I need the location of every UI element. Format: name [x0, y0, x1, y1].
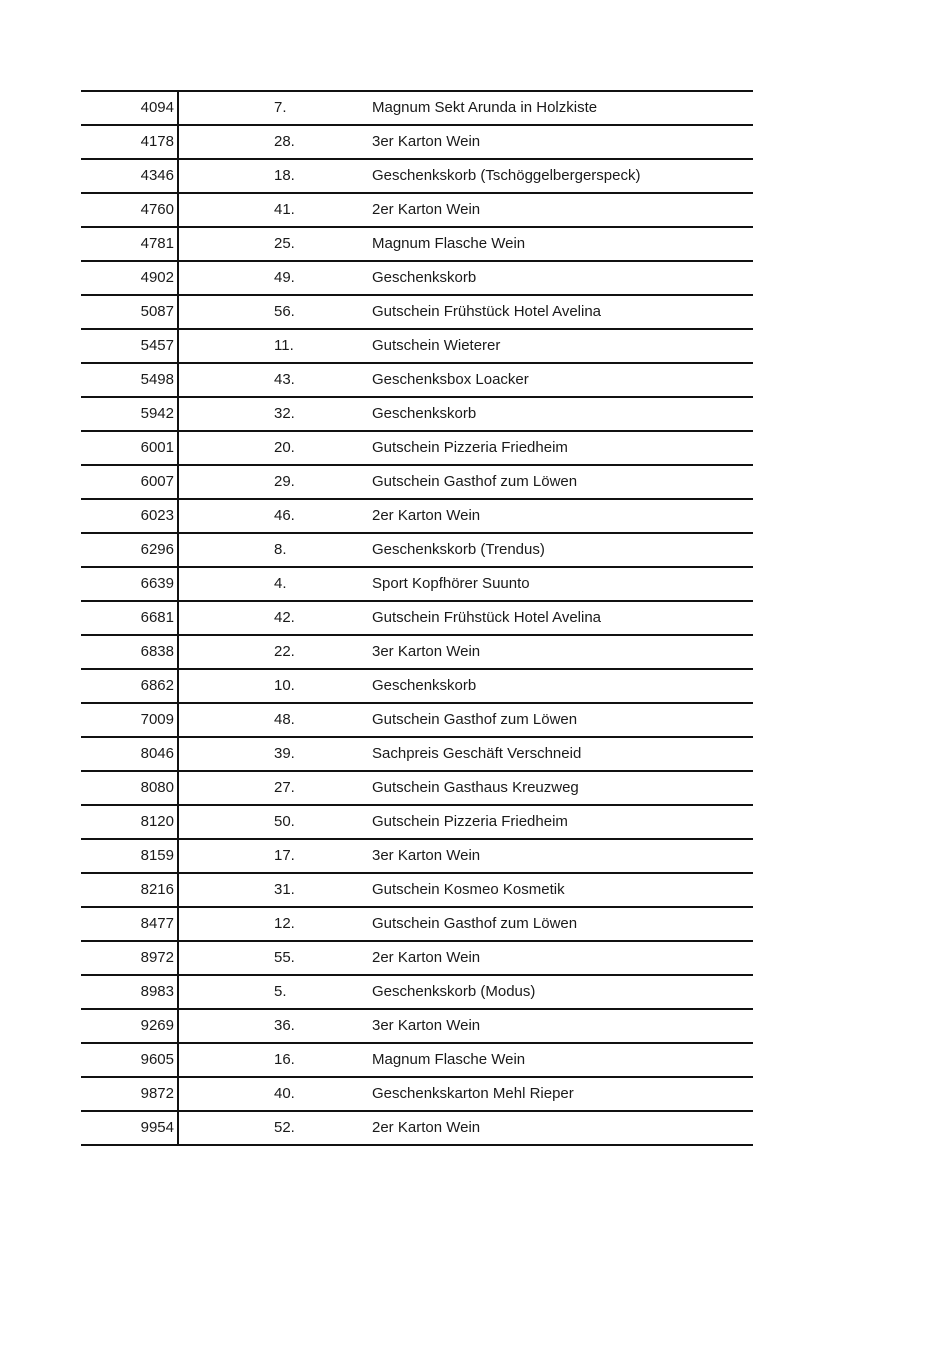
prize-description-cell: 3er Karton Wein: [372, 839, 753, 873]
prize-rank-cell: 8.: [178, 533, 372, 567]
table-row: [81, 193, 753, 227]
prize-description-cell: Sport Kopfhörer Suunto: [372, 567, 753, 601]
prize-description-cell: 2er Karton Wein: [372, 193, 753, 227]
ticket-number-cell: 8983: [81, 975, 178, 1009]
prize-description-cell: Geschenkskorb: [372, 669, 753, 703]
table-row: [81, 975, 753, 1009]
prize-description-cell: Geschenkskorb (Trendus): [372, 533, 753, 567]
prize-rank-cell: 7.: [178, 91, 372, 125]
prize-description-cell: 3er Karton Wein: [372, 635, 753, 669]
prize-description-cell: Gutschein Gasthof zum Löwen: [372, 703, 753, 737]
table-row: [81, 805, 753, 839]
prize-description-cell: 2er Karton Wein: [372, 941, 753, 975]
table-row: [81, 873, 753, 907]
prize-description-cell: 2er Karton Wein: [372, 1111, 753, 1145]
ticket-number-cell: 8120: [81, 805, 178, 839]
table-row: [81, 159, 753, 193]
ticket-number-cell: 8972: [81, 941, 178, 975]
ticket-number-cell: 6001: [81, 431, 178, 465]
prize-rank-cell: 29.: [178, 465, 372, 499]
prize-description-cell: Magnum Flasche Wein: [372, 1043, 753, 1077]
table-row: [81, 227, 753, 261]
table-row: [81, 737, 753, 771]
ticket-number-cell: 8046: [81, 737, 178, 771]
table-row: [81, 1009, 753, 1043]
ticket-number-cell: 6838: [81, 635, 178, 669]
prize-rank-cell: 28.: [178, 125, 372, 159]
prize-rank-cell: 36.: [178, 1009, 372, 1043]
ticket-number-cell: 4902: [81, 261, 178, 295]
prize-description-cell: Gutschein Gasthof zum Löwen: [372, 465, 753, 499]
prize-rank-cell: 39.: [178, 737, 372, 771]
prize-rank-cell: 49.: [178, 261, 372, 295]
prize-rank-cell: 27.: [178, 771, 372, 805]
prize-description-cell: Geschenkskorb (Tschöggelbergerspeck): [372, 159, 753, 193]
table-row: [81, 295, 753, 329]
prize-rank-cell: 5.: [178, 975, 372, 1009]
prize-rank-cell: 50.: [178, 805, 372, 839]
table-row: [81, 1043, 753, 1077]
prize-description-cell: Geschenkskorb (Modus): [372, 975, 753, 1009]
prize-description-cell: Magnum Sekt Arunda in Holzkiste: [372, 91, 753, 125]
prize-description-cell: Gutschein Pizzeria Friedheim: [372, 805, 753, 839]
prize-description-cell: Gutschein Frühstück Hotel Avelina: [372, 601, 753, 635]
prize-rank-cell: 43.: [178, 363, 372, 397]
ticket-number-cell: 6296: [81, 533, 178, 567]
table-row: [81, 635, 753, 669]
ticket-number-cell: 9872: [81, 1077, 178, 1111]
prize-rank-cell: 12.: [178, 907, 372, 941]
ticket-number-cell: 6639: [81, 567, 178, 601]
ticket-number-cell: 4781: [81, 227, 178, 261]
prize-table-body: [81, 91, 753, 1145]
table-row: [81, 91, 753, 125]
prize-rank-cell: 55.: [178, 941, 372, 975]
table-row: [81, 533, 753, 567]
ticket-number-cell: 8216: [81, 873, 178, 907]
prize-rank-cell: 4.: [178, 567, 372, 601]
prize-rank-cell: 18.: [178, 159, 372, 193]
prize-description-cell: Sachpreis Geschäft Verschneid: [372, 737, 753, 771]
prize-rank-cell: 40.: [178, 1077, 372, 1111]
table-row: [81, 397, 753, 431]
prize-description-cell: Geschenkskorb: [372, 397, 753, 431]
prize-description-cell: 3er Karton Wein: [372, 1009, 753, 1043]
prize-rank-cell: 56.: [178, 295, 372, 329]
table-row: [81, 601, 753, 635]
prize-description-cell: 3er Karton Wein: [372, 125, 753, 159]
prize-description-cell: Gutschein Gasthaus Kreuzweg: [372, 771, 753, 805]
ticket-number-cell: 8477: [81, 907, 178, 941]
prize-rank-cell: 20.: [178, 431, 372, 465]
prize-description-cell: Gutschein Frühstück Hotel Avelina: [372, 295, 753, 329]
table-row: [81, 431, 753, 465]
ticket-number-cell: 4760: [81, 193, 178, 227]
prize-rank-cell: 25.: [178, 227, 372, 261]
ticket-number-cell: 5498: [81, 363, 178, 397]
prize-description-cell: Gutschein Pizzeria Friedheim: [372, 431, 753, 465]
prize-rank-cell: 10.: [178, 669, 372, 703]
table-row: [81, 567, 753, 601]
table-row: [81, 839, 753, 873]
ticket-number-cell: 6862: [81, 669, 178, 703]
ticket-number-cell: 6007: [81, 465, 178, 499]
prize-rank-cell: 11.: [178, 329, 372, 363]
prize-rank-cell: 22.: [178, 635, 372, 669]
prize-description-cell: Gutschein Gasthof zum Löwen: [372, 907, 753, 941]
prize-rank-cell: 17.: [178, 839, 372, 873]
prize-description-cell: 2er Karton Wein: [372, 499, 753, 533]
ticket-number-cell: 4346: [81, 159, 178, 193]
table-row: [81, 907, 753, 941]
table-row: [81, 703, 753, 737]
prize-description-cell: Geschenksbox Loacker: [372, 363, 753, 397]
prize-description-cell: Geschenkskarton Mehl Rieper: [372, 1077, 753, 1111]
ticket-number-cell: 9954: [81, 1111, 178, 1145]
ticket-number-cell: 6681: [81, 601, 178, 635]
prize-rank-cell: 31.: [178, 873, 372, 907]
table-row: [81, 669, 753, 703]
prize-rank-cell: 48.: [178, 703, 372, 737]
prize-description-cell: Geschenkskorb: [372, 261, 753, 295]
ticket-number-cell: 4094: [81, 91, 178, 125]
prize-rank-cell: 52.: [178, 1111, 372, 1145]
ticket-number-cell: 7009: [81, 703, 178, 737]
table-row: [81, 499, 753, 533]
prize-description-cell: Gutschein Wieterer: [372, 329, 753, 363]
prize-rank-cell: 46.: [178, 499, 372, 533]
prize-rank-cell: 16.: [178, 1043, 372, 1077]
table-row: [81, 771, 753, 805]
ticket-number-cell: 5457: [81, 329, 178, 363]
prize-rank-cell: 41.: [178, 193, 372, 227]
table-row: [81, 261, 753, 295]
ticket-number-cell: 5087: [81, 295, 178, 329]
table-row: [81, 363, 753, 397]
table-row: [81, 1077, 753, 1111]
prize-description-cell: Gutschein Kosmeo Kosmetik: [372, 873, 753, 907]
ticket-number-cell: 6023: [81, 499, 178, 533]
prize-rank-cell: 32.: [178, 397, 372, 431]
ticket-number-cell: 8080: [81, 771, 178, 805]
table-row: [81, 1111, 753, 1145]
table-row: [81, 125, 753, 159]
ticket-number-cell: 5942: [81, 397, 178, 431]
ticket-number-cell: 9605: [81, 1043, 178, 1077]
ticket-number-cell: 9269: [81, 1009, 178, 1043]
table-row: [81, 465, 753, 499]
table-row: [81, 329, 753, 363]
prize-table: [81, 90, 753, 1146]
prize-description-cell: Magnum Flasche Wein: [372, 227, 753, 261]
ticket-number-cell: 4178: [81, 125, 178, 159]
table-row: [81, 941, 753, 975]
prize-rank-cell: 42.: [178, 601, 372, 635]
ticket-number-cell: 8159: [81, 839, 178, 873]
